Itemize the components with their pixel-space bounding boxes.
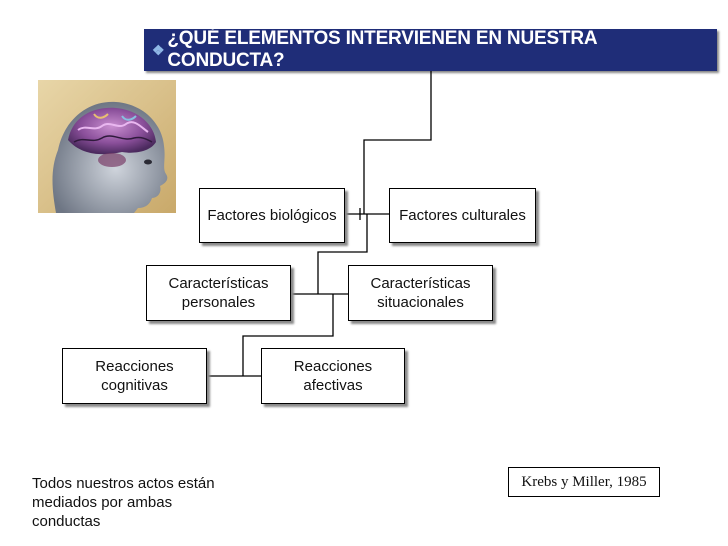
citation-box: Krebs y Miller, 1985 (508, 467, 660, 497)
factores-biologicos-box: Factores biológicos (199, 188, 345, 243)
caracteristicas-situacionales-box: Características situacionales (348, 265, 493, 321)
slide-title: ¿QUÉ ELEMENTOS INTERVIENEN EN NUESTRA CONDUCTA? (167, 28, 597, 71)
reacciones-cognitivas-box: Reacciones cognitivas (62, 348, 207, 404)
reacciones-afectivas-box: Reacciones afectivas (261, 348, 405, 404)
caracteristicas-personales-box: Características personales (146, 265, 291, 321)
note-text: Todos nuestros actos están mediados por ambas conductas (32, 475, 215, 530)
diamond-bullet-icon: ❖ (152, 41, 165, 58)
factores-culturales-box: Factores culturales (389, 188, 536, 243)
